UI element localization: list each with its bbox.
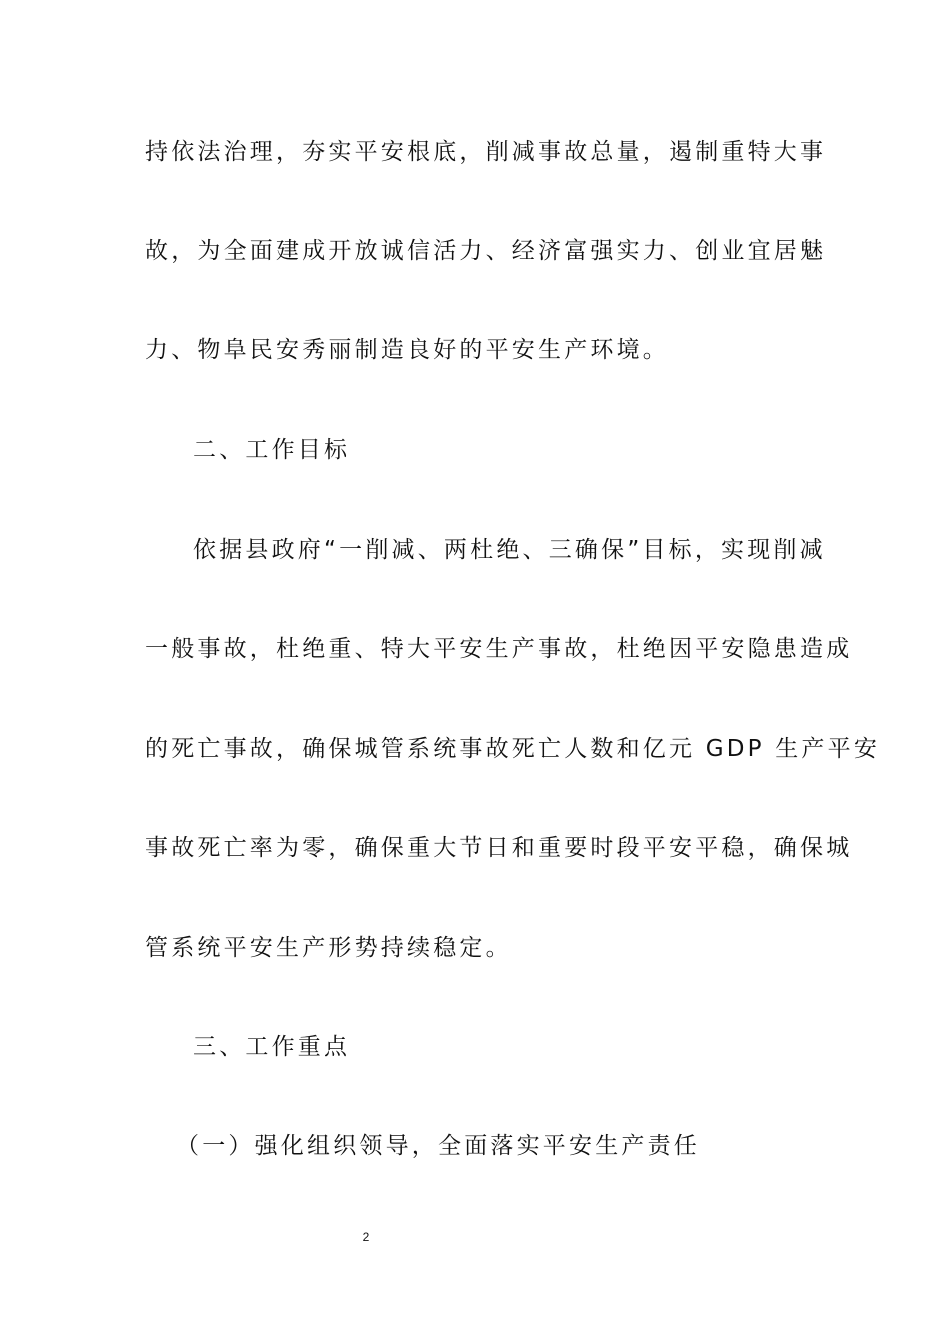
paragraph-2-line-3: 的死亡事故，确保城管系统事故死亡人数和亿元 GDP 生产平安 — [145, 736, 881, 762]
paragraph-1-line-3: 力、物阜民安秀丽制造良好的平安生产环境。 — [145, 337, 669, 363]
paragraph-1-line-2: 故，为全面建成开放诚信活力、经济富强实力、创业宜居魅 — [145, 238, 827, 264]
section-3-heading: 三、工作重点 — [193, 1034, 351, 1060]
page-number: 2 — [362, 1230, 370, 1244]
subsection-1-heading: （一）强化组织领导，全面落实平安生产责任 — [176, 1133, 700, 1159]
paragraph-2-line-2: 一般事故，杜绝重、特大平安生产事故，杜绝因平安隐患造成 — [145, 636, 853, 662]
paragraph-2-line-4: 事故死亡率为零，确保重大节日和重要时段平安平稳，确保城 — [145, 835, 853, 861]
paragraph-2-line-5: 管系统平安生产形势持续稳定。 — [145, 935, 512, 961]
paragraph-1-line-1: 持依法治理，夯实平安根底，削减事故总量，遏制重特大事 — [145, 139, 827, 165]
section-2-heading: 二、工作目标 — [193, 437, 351, 463]
paragraph-2-line-1: 依据县政府“一削减、两杜绝、三确保”目标，实现削减 — [193, 537, 826, 563]
